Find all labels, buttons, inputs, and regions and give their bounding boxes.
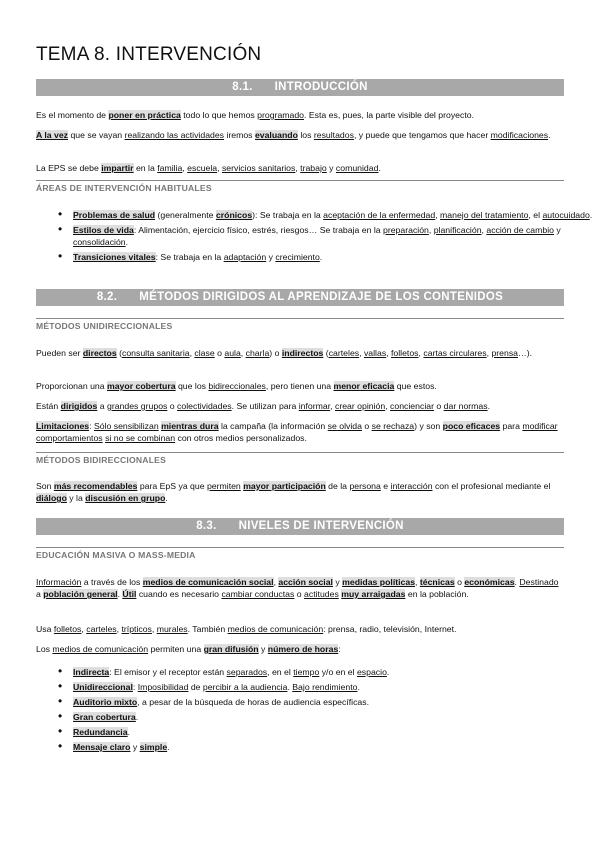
list-item [73,711,600,723]
underlined-text: escuela [187,163,218,173]
underlined-text: percibir a la audiencia [202,682,288,692]
text-run: , el [528,210,543,220]
underlined-text: separados [226,667,268,677]
emphasized-text: mayor participación [243,481,326,491]
text-run: . [167,742,170,752]
underlined-text: folletos [391,348,419,358]
underlined-text: modificar comportamientos [36,421,558,443]
underlined-text: cambiar conductas [221,589,295,599]
emphasized-text: técnicas [419,577,455,587]
text-run: , [295,163,301,173]
text-run: . [548,130,551,140]
underlined-text: consolidación [73,237,126,247]
emphasized-text: Indirecta [73,667,110,677]
list-item [73,726,600,738]
text-run: , [481,225,487,235]
text-run: con otros medios personalizados. [175,433,307,443]
text-run: de [188,682,203,692]
emphasized-text: más recomendables [53,481,138,491]
subheading-areas: ÁREAS DE INTERVENCIÓN HABITUALES [36,180,564,193]
underlined-text: Imposibilidad [137,682,189,692]
underlined-text: murales [156,624,188,634]
text-run: Pueden ser [36,348,83,358]
underlined-text: trípticos [121,624,152,634]
emphasized-text: muy arraigadas [341,589,406,599]
text-run: . Se utilizan para [231,401,299,411]
unidirectional-paragraph-4 [36,420,564,444]
text-run: . [589,210,593,220]
underlined-text: prensa [491,348,519,358]
mass-media-list [36,666,600,756]
unidirectional-paragraph-2 [36,380,564,392]
text-run: : [338,644,341,654]
text-run: a [97,401,107,411]
text-run: , [81,624,87,634]
underlined-text: se olvida [327,421,362,431]
emphasized-text: mientras dura [161,421,219,431]
underlined-text: colectividades [177,401,232,411]
text-run: , [273,577,279,587]
text-run: y/o en el [319,667,357,677]
areas-list [36,209,600,266]
underlined-text: carteles [86,624,117,634]
text-run: : [89,421,94,431]
underlined-text: interacción [390,481,433,491]
underlined-text: aceptación de la enfermedad [323,210,436,220]
underlined-text: programado [257,110,305,120]
text-run: . [135,712,139,722]
underlined-text: permiten [206,481,241,491]
text-run: . También [187,624,228,634]
text-run: cuando es necesario [136,589,222,599]
text-run: ) y son [414,421,443,431]
text-run: , [151,624,157,634]
text-run: Es el momento de [36,110,109,120]
text-run: y [326,163,336,173]
text-run: , en el [267,667,294,677]
emphasized-text: Auditorio mixto [73,697,138,707]
text-run: o [454,577,465,587]
text-run: . [125,237,129,247]
text-run: ( [323,348,329,358]
list-item [73,696,600,708]
emphasized-text: Mensaje claro [73,742,131,752]
text-run: , [386,348,391,358]
underlined-text: Destinado [519,577,559,587]
text-run: la campaña (la información [218,421,328,431]
text-run: ) o [269,348,282,358]
text-run: o [214,348,225,358]
text-run: permiten una [148,644,204,654]
section-title: MÉTODOS DIRIGIDOS AL APRENDIZAJE DE LOS CONTENIDOS [139,291,504,303]
underlined-text: actitudes [304,589,339,599]
text-run: para EpS ya que [137,481,207,491]
underlined-text: acción de cambio [486,225,554,235]
text-run: , [217,163,222,173]
section-header-8-3 [36,518,564,535]
list-item [73,209,600,221]
section-header-8-2 [36,289,564,306]
subheading-bidirectional: MÉTODOS BIDIRECCIONALES [36,452,564,465]
underlined-text: realizando las actividades [124,130,225,140]
list-item [73,224,600,248]
text-run: los [297,130,314,140]
text-run: (generalmente [155,210,216,220]
emphasized-text: Problemas de salud [73,210,156,220]
subheading-mass-media: EDUCACIÓN MASIVA O MASS-MEDIA [36,547,564,560]
underlined-text: grandes grupos [107,401,168,411]
underlined-text: adaptación [223,252,267,262]
section-header-8-1 [36,79,564,96]
underlined-text: folletos [53,624,82,634]
text-run: , [385,401,391,411]
text-run: a través de los [81,577,143,587]
text-run: . [378,163,381,173]
unidirectional-paragraph-3 [36,400,564,412]
mass-media-paragraph-2 [36,623,564,635]
emphasized-text: discusión en grupo [85,493,166,503]
text-run: . [117,589,123,599]
underlined-text: si no se combinan [105,433,176,443]
text-run: . [127,727,130,737]
text-run: : Alimentación, ejercicio físico, estrés, riesgos… Se trabaja en la [133,225,383,235]
text-run: ( [116,348,122,358]
text-run: . [319,252,323,262]
emphasized-text: acción social [278,577,333,587]
text-run: o [167,401,178,411]
emphasized-text: Limitaciones [36,421,90,431]
underlined-text: trabajo [300,163,327,173]
underlined-text: preparación [383,225,429,235]
text-run: o [361,421,372,431]
emphasized-text: poner en práctica [108,110,181,120]
underlined-text: modificaciones [490,130,549,140]
text-run: : Se trabaja en la [155,252,224,262]
underlined-text: medios de comunicación [52,644,149,654]
underlined-text: Bajo rendimiento [292,682,358,692]
text-run: , [428,225,434,235]
text-run: . [386,667,390,677]
text-run: a [36,589,44,599]
emphasized-text: diálogo [36,493,67,503]
underlined-text: crecimiento [275,252,320,262]
text-run: , [240,348,246,358]
text-run: Están [36,401,61,411]
bidirectional-paragraph-1 [36,480,564,504]
text-run: . [357,682,360,692]
underlined-text: cartas circulares [423,348,487,358]
underlined-text: persona [349,481,381,491]
text-run: que estos. [394,381,437,391]
text-run: y [332,577,343,587]
underlined-text: clase [194,348,215,358]
text-run: , y puede que tengamos que hacer [353,130,491,140]
emphasized-text: Redundancia [73,727,128,737]
underlined-text: informar [298,401,331,411]
text-run: y [130,742,140,752]
text-run: con el profesional mediante el [432,481,551,491]
emphasized-text: económicas [464,577,515,587]
list-item [73,741,600,753]
emphasized-text: número de horas [267,644,339,654]
underlined-text: Información [36,577,82,587]
underlined-text: tiempo [293,667,320,677]
intro-paragraph-2 [36,129,564,141]
text-run: , [359,348,364,358]
underlined-text: crear opinión [334,401,386,411]
text-run: todo lo que hemos [180,110,258,120]
emphasized-text: directos [82,348,117,358]
underlined-text: consulta sanitaria [121,348,190,358]
text-run: y [553,225,561,235]
emphasized-text: evaluando [254,130,298,140]
emphasized-text: crónicos [215,210,253,220]
list-item [73,251,600,263]
section-number: 8.2. [96,291,118,303]
text-run: , [435,210,441,220]
text-run: : El emisor y el receptor están [109,667,227,677]
emphasized-text: mayor cobertura [107,381,176,391]
emphasized-text: medios de comunicación social [142,577,274,587]
text-run: Los [36,644,53,654]
text-run: ): Se trabaja en la [252,210,324,220]
text-run: e [380,481,391,491]
section-number: 8.1. [232,81,253,93]
underlined-text: servicios sanitarios [221,163,296,173]
text-run: , [418,348,424,358]
underlined-text: planificación [433,225,482,235]
underlined-text: concienciar [390,401,434,411]
text-run: , a pesar de la búsqueda de horas de audiencia específicas. [137,697,370,707]
underlined-text: medios de comunicación [227,624,324,634]
list-item [73,666,600,678]
text-run: Son [36,481,54,491]
emphasized-text: dirigidos [60,401,98,411]
underlined-text: resultados [313,130,354,140]
list-item [73,681,600,693]
text-run: iremos [224,130,255,140]
underlined-text: charla [245,348,270,358]
text-run: de la [325,481,350,491]
text-run: . [487,401,491,411]
text-run: , [116,624,122,634]
text-run: que se vayan [68,130,125,140]
text-run: : [132,682,138,692]
text-run: para [500,421,523,431]
text-run: La EPS se debe [36,163,102,173]
underlined-text: carteles [328,348,360,358]
text-run: , pero tienen una [265,381,334,391]
emphasized-text: Estilos de vida [73,225,134,235]
underlined-text: familia [157,163,183,173]
emphasized-text: gran difusión [203,644,259,654]
emphasized-text: Transiciones vitales [73,252,156,262]
emphasized-text: medidas políticas [342,577,416,587]
text-run: . Esta es, pues, la parte visible del proyecto. [304,110,475,120]
text-run: , [189,348,195,358]
text-run: o [294,589,305,599]
emphasized-text: A la vez [36,130,69,140]
underlined-text: se rechaza [371,421,415,431]
emphasized-text: simple [139,742,168,752]
emphasized-text: Gran cobertura [73,712,136,722]
emphasized-text: menor eficacia [333,381,395,391]
text-run: en la población. [405,589,469,599]
underlined-text: Sólo sensibilizan [93,421,159,431]
emphasized-text: poco eficaces [442,421,501,431]
intro-paragraph-3 [36,162,564,174]
text-run: , [330,401,335,411]
mass-media-paragraph-3 [36,643,564,655]
underlined-text: comunidad [335,163,379,173]
text-run: . [165,493,168,503]
text-run: Proporcionan una [36,381,107,391]
underlined-text: bidireccionales [208,381,266,391]
text-run: Usa [36,624,54,634]
emphasized-text: Unidireccional [73,682,133,692]
underlined-text: vallas [363,348,387,358]
text-run: . [514,577,520,587]
text-run: o [433,401,444,411]
text-run: que los [175,381,209,391]
emphasized-text: impartir [101,163,134,173]
text-run: : prensa, radio, televisión, Internet. [323,624,457,634]
section-number: 8.3. [196,520,217,532]
text-run: …). [518,348,533,358]
section-title: NIVELES DE INTERVENCIÓN [238,520,404,532]
text-run: , [486,348,492,358]
text-run: . [287,682,293,692]
text-run: en la [133,163,158,173]
text-run: y [258,644,268,654]
underlined-text: manejo del tratamiento [440,210,529,220]
intro-paragraph-1 [36,109,564,121]
emphasized-text: población general [43,589,118,599]
mass-media-paragraph-1 [36,576,564,600]
underlined-text: espacio [356,667,387,677]
subheading-unidirectional: MÉTODOS UNIDIRECCIONALES [36,318,564,331]
emphasized-text: indirectos [281,348,324,358]
underlined-text: dar normas [443,401,488,411]
underlined-text: autocuidado [542,210,590,220]
underlined-text: aula [224,348,241,358]
text-run: y [266,252,276,262]
text-run: , [415,577,420,587]
text-run: y la [66,493,86,503]
section-title: INTRODUCCIÓN [274,81,368,93]
page-title: TEMA 8. INTERVENCIÓN [36,44,262,65]
emphasized-text: Útil [122,589,137,599]
unidirectional-paragraph-1 [36,347,564,359]
text-run: , [182,163,188,173]
